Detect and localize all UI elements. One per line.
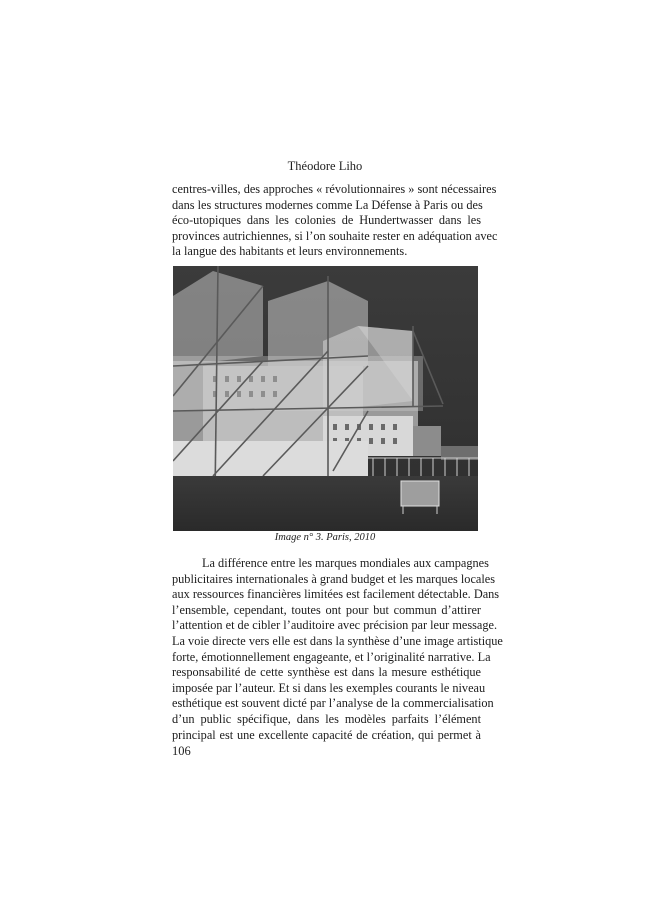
text-line: l’attention et de cibler l’auditoire avec précision par leur message.: [172, 618, 498, 633]
text-line: La voie directe vers elle est dans la synthèse d’une image artistique: [172, 633, 503, 648]
figure-photo: [173, 266, 478, 531]
text-line: provinces autrichiennes, si l’on souhaite rester en adéquation avec: [172, 228, 498, 243]
text-line: aux ressources financières limitées est facilement détectable. Dans: [172, 587, 500, 602]
text-line: imposée par l’auteur. Et si dans les exemples courants le niveau: [172, 680, 486, 695]
text-line: l’ensemble, cependant, toutes ont pour but commun d’attirer: [172, 602, 481, 617]
paragraph-body: [172, 556, 503, 743]
text-line: forte, émotionnellement engageante, et l’originalité narrative. La: [172, 649, 491, 664]
text-line: la langue des habitants et leurs environnements.: [172, 244, 408, 259]
text-line: responsabilité de cette synthèse est dans la mesure esthétique: [172, 665, 481, 680]
text-line: dans les structures modernes comme La Défense à Paris ou des: [172, 197, 483, 212]
figure-caption: Image n° 3. Paris, 2010: [274, 532, 376, 543]
text-line: d’un public spécifique, dans les modèles parfaits l’élément: [172, 711, 481, 726]
text-line: principal est une excellente capacité de création, qui permet à: [172, 727, 481, 742]
running-head-author: Théodore Liho: [287, 159, 363, 173]
page-number: 106: [172, 744, 191, 758]
text-line: La différence entre les marques mondiales aux campagnes: [202, 556, 489, 570]
text-line: éco-utopiques dans les colonies de Hundertwasser dans les: [172, 213, 481, 228]
scaffold-installation-photo: [173, 266, 478, 531]
paragraph-continued: [172, 182, 498, 260]
text-line: esthétique est souvent dicté par l’analyse de la commercialisation: [172, 696, 494, 711]
text-line: centres-villes, des approches « révolutionnaires » sont nécessaires: [172, 182, 497, 196]
text-line: publicitaires internationales à grand budget et les marques locales: [172, 571, 496, 586]
